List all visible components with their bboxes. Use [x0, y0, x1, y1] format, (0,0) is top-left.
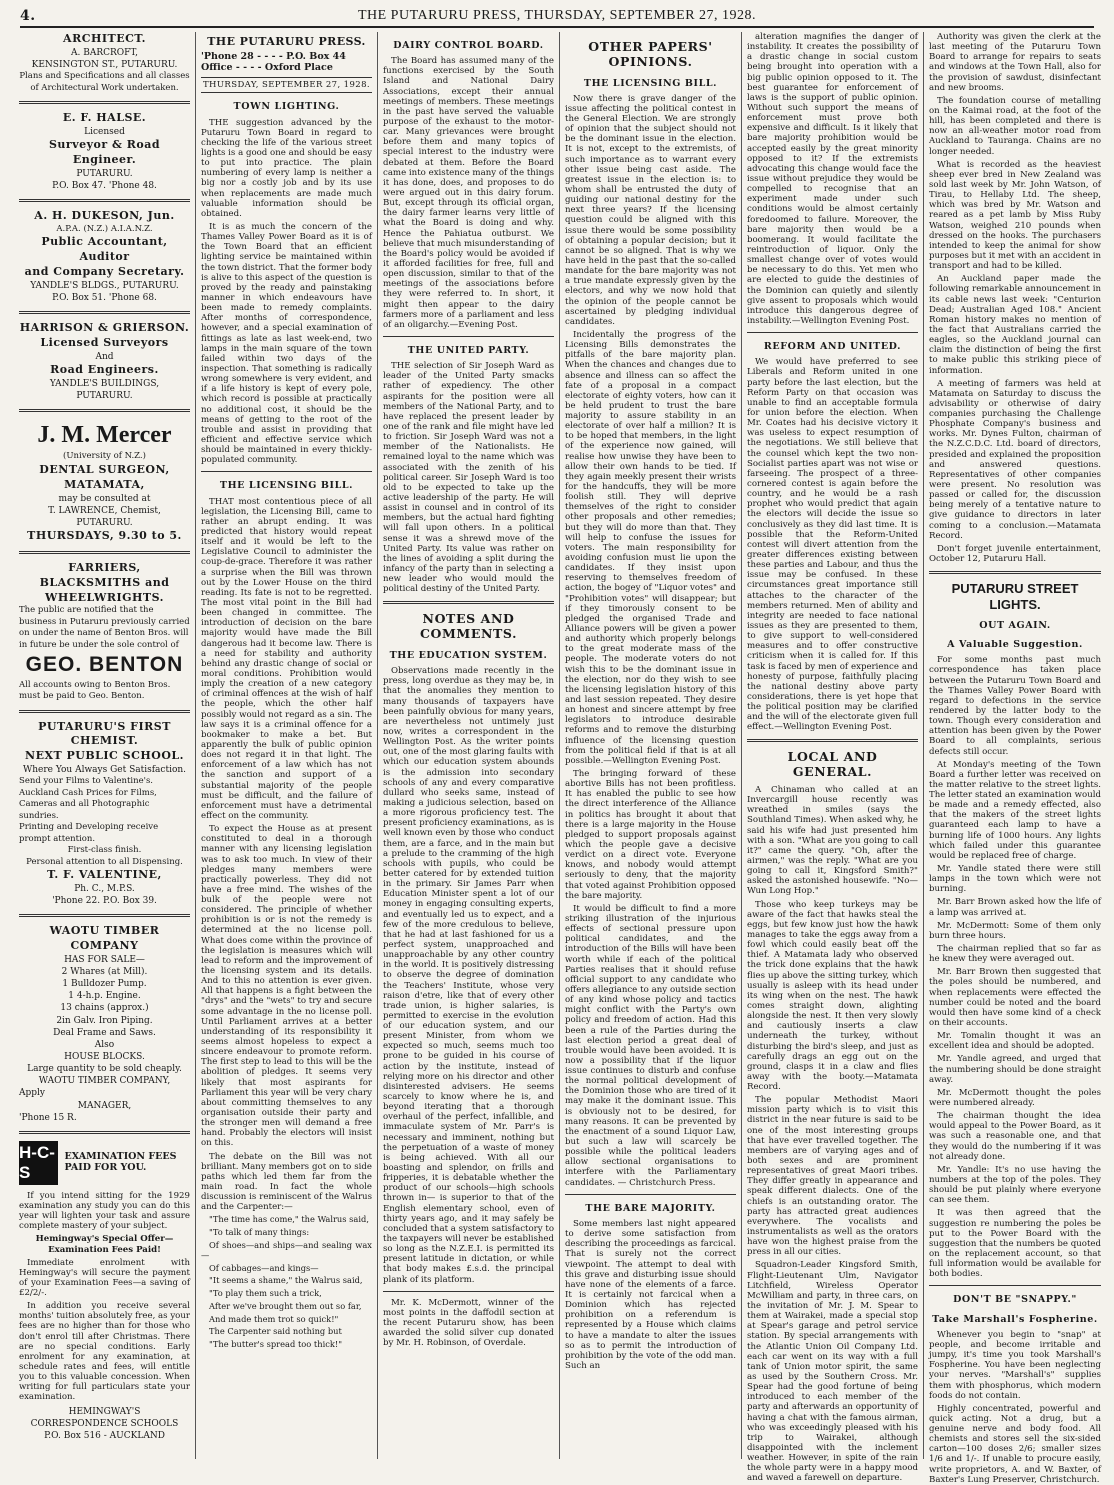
ad-line: MATAMATA, — [64, 477, 145, 491]
ad-line: P.O. Box 51. 'Phone 68. — [52, 293, 157, 303]
ad-line: And — [95, 351, 114, 362]
article-heading: THE BARE MAJORITY. — [585, 1202, 716, 1214]
ad-hcs-header — [19, 1141, 190, 1185]
ad-architect — [19, 32, 190, 94]
ad-line: Where You Always Get Satisfaction. — [22, 765, 187, 776]
ad-line: PUTARURU. — [76, 168, 133, 179]
paragraph: A Chinaman who called at an Invercargill house recently was wreathed in smiles (says the Southland Times). When asked why, he said his wife had just presented him with a son. "What are you going to call it?" came the query. "Oh, after the airmen," was the reply. "What are you going to call it, Kingsford Smith?" asked the astonished housewife. "No—Wun Long Hop." — [747, 784, 918, 897]
article-heading: DAIRY CONTROL BOARD. — [393, 40, 544, 51]
ad-line: (University of N.Z.) — [63, 451, 146, 462]
ad-line: HEMINGWAY'S — [68, 1406, 141, 1417]
article-heading: THE EDUCATION SYSTEM. — [389, 649, 548, 661]
ad-line: DENTAL SURGEON, — [39, 462, 170, 476]
column-ads — [14, 32, 196, 1459]
paragraph: Those who keep turkeys may be aware of the fact that hawks steal the eggs, but few know just how the hawk manages to take the eggs away from a fowl which could easily beat off the thief. A Matamata lady who observed the trick done explains that the hawk flies up above the sitting turkey, which usually is asleep with its head under its wing when on the nest. The hawk comes straight down, alighting alongside the nest. It then very slowly and cautiously inserts a claw underneath the turkey, without disturbing the bird's sleep, and just as carefully drags an egg out on the ground, clasps it in a claw and flies away with the booty.—Matamata Record. — [747, 899, 918, 1093]
masthead-title: THE PUTARURU PRESS, THURSDAY, SEPTEMBER 27, 1928. — [357, 8, 757, 23]
paragraph: It is as much the concern of the Thames Valley Power Board as it is of the Town Board that an efficient lighting service be maintained within the town district. That the former body is alive to this aspect of the question is proved by the ready and painstaking manner in which endeavours have been made to remedy complaints. After months of correspondence, however, and a special examination of fittings as late as last week-end, two lamps in the main square of the town failed within two days of the inspection. That something is radically wrong somewhere is very evident, and if a life history is kept of every pole, which record is possible at practically no additional cost, it should be the means of getting to the root of the trouble and assist in providing that efficient and effective service which should be maintained in every thickly-populated community. — [201, 222, 372, 466]
list-item: Deal Frame and Saws. — [53, 1027, 156, 1038]
press-office: Office - - - - Oxford Place — [201, 62, 333, 74]
article-subheading: Take Marshall's Fospherine. — [932, 1313, 1098, 1325]
paragraph: The Board has assumed many of the functions exercised by the South Island and National Dairy Associations, except their annual meetings of members. These meetings in the past have served the valuable purpose of the exhaust to the motor-car. Many grievances were brought before them and many topics of special interest to the industry were debated at them. Before the Board came into existence many of the things it has done, does, and proposes to do were argued out in this dairy forum. But, except through its official organ, the dairy farmer learns very little of what the Board is doing and why. Hence the Pahiatua outburst. We believe that much misunderstanding of the Board's policy would be avoided if it afforded facilities for free, full and open discussion, similar to that of the meetings of the associations before they were referred to. In short, it might then appear to the dairy farmers more of a parliament and less of an oligarchy.—Evening Post. — [383, 56, 554, 330]
ad-line: The public are notified that the business in Putaruru previously carried on under the name of Benton Bros. will in future be under the sole control of — [19, 605, 190, 650]
column-editorial — [196, 32, 378, 1459]
paragraph: In addition you receive several months' tuition absolutely free, as your fees are no higher than for those who don't enrol till after Christmas. There are no special conditions. Early enrolment for any examination, at schedule rates and fees, will entitle you to this valuable concession. When writing for full particulars state your examination. — [19, 1301, 190, 1403]
article-heading: THE UNITED PARTY. — [407, 345, 530, 356]
paragraph: Mr. McDermott thought the poles were numbered already. — [929, 1087, 1101, 1108]
list-item: 2 Whares (at Mill). — [61, 966, 148, 977]
ad-title: T. F. VALENTINE, — [47, 868, 162, 882]
ad-line: Plans and Specifications and all classes of Architectural Work undertaken. — [19, 71, 190, 93]
paragraph: The chairman thought the idea would appeal to the Power Board, as it was such a reasonable one, and that they would do the numbering if it was not already done. — [929, 1111, 1101, 1162]
ad-dukeson — [19, 209, 190, 304]
ad-farriers — [19, 561, 190, 703]
ad-line: Public Accountant, Auditor — [41, 235, 168, 264]
section-heading: OTHER PAPERS' OPINIONS. — [588, 39, 713, 69]
verse-line: "It seems a shame," the Walrus said, — [209, 1275, 363, 1286]
paragraph: What is recorded as the heaviest sheep ever bred in New Zealand was sold last week by Mr. John Watson, of Tirau, to Hellaby Ltd. The sheep, which was bred by Mr. Watson and reared as a pet lamb by Miss Ruby Watson, weighed 210 pounds when dressed on the hooks. The purchasers intended to keep the animal for show purposes but it met with an accident in transport and had to be killed. — [929, 159, 1101, 272]
ad-line: Also — [94, 1039, 115, 1050]
ad-harrison — [19, 321, 190, 402]
paragraph: Mr. Yandle agreed, and urged that the numbering should be done straight away. — [929, 1054, 1101, 1085]
paragraph: Mr. Yandle: It's no use having the numbers at the top of the poles. They should be put plainly where everyone can see them. — [929, 1164, 1101, 1206]
ad-line: Large quantity to be sold cheaply. — [27, 1064, 182, 1075]
ad-line: and Company Secretary. — [24, 265, 185, 279]
paragraph: Now there is grave danger of the issue affecting the political contest in the General Election. We are strongly of opinion that the subject should not be the dominant issue in the election. It is not, except to the extremists, of such importance as to warrant every other issue being cast aside. The greatest issue in the election is: to whom shall be entrusted the duty of guiding our national destiny for the next three years? If the licensing question could be aligned with this issue there would be some possibility of obtaining a popular decision; but it cannot be so aligned. That is why we have held in the past that the so-called mandate for the bare majority was not a true mandate expressly given by the electors, and why we now hold that the opinion of the people cannot be ascertained by pledging individual candidates. — [565, 93, 736, 327]
paragraph: Mr. Yandle stated there were still lamps in the town which were not burning. — [929, 864, 1101, 895]
paragraph: Some members last night appeared to derive some satisfaction from describing the proceedings as farcical. That is surely not the correct viewpoint. The attempt to deal with this grave and disturbing issue should have none of the elements of a farce. It is certainly not farcical when a Dominion which has rejected prohibition on a referendum is represented by a House which claims to have a mandate to alter the issues so as to permit the introduction of prohibition by the vote of the odd man. Such an — [565, 1218, 736, 1371]
ad-line: 'Phone 15 R. — [19, 1112, 77, 1123]
list-item: 1 4-h.p. Engine. — [68, 991, 141, 1002]
ad-title: E. F. HALSE. — [62, 111, 147, 125]
ad-line: Licensed Surveyors — [40, 335, 169, 349]
ad-line: First-class finish. — [67, 845, 142, 856]
ad-line: A. BARCROFT, — [71, 47, 138, 58]
ad-line: PUTARURU. — [76, 390, 133, 401]
verse-line: The Carpenter said nothing but — [209, 1326, 342, 1337]
ad-line: T. LAWRENCE, Chemist, — [48, 505, 161, 516]
paragraph: The chairman replied that so far as he knew they were averaged out. — [929, 944, 1101, 965]
paragraph: Highly concentrated, powerful and quick acting. Not a drug, but a genuine nerve and body food. All chemists and stores sell the six-sided carton—100 doses 2/6; smaller sizes 1/6 and 1/-. If unable to procure easily, write proprietors, A. and W. Baxter, of Baxter's Lung Preserver, Christchurch. — [929, 1403, 1101, 1485]
ad-line: Send your Films to Valentine's. Auckland Cash Prices for Films, Cameras and all Photographic sundries. — [19, 776, 157, 821]
article-heading: PUTARURU STREET LIGHTS. — [951, 581, 1079, 612]
ad-line: Personal attention to all Dispensing. — [26, 856, 183, 867]
paragraph: Mr. McDermott: Some of them only burn three hours. — [929, 920, 1101, 941]
paragraph: Observations made recently in the press, long overdue as they may be, in that the anomalies they mention to many thousands of taxpayers have been painfully obvious for many years, are nevertheless not untimely just now, writes a correspondent in the Wellington Post. As the writer points out, one of the most glaring faults with which our education system abounds is the admission into secondary schools of any and every comparative dullard who seeks same, instead of making a judicious selection, based on a more rigorous proficiency test. The present proficiency examinations, as is well known even by those who conduct them, are a farce, and in the main but a prelude to the cramming of the high schools with pupils, who could be better catered for by extended tuition in the primary. Sir James Parr when Education Minister spent a lot of our money in engaging consulting experts, and eventually led us to expect, and a few of the more credulous to believe, that he had at last fashioned for us a perfect system, unapproached and unapproachable by any other country in the world. It is positively distressing to observe the degree of domination the Teachers' Institute, whose very raison d'etre, like that of every other trade union, is higher salaries, is permitted to exercise in the evolution of our education system, and our present Minister, from whom we expected so much, seems much too prone to be guided in his course of action by the institute, instead of relying more on his director and other disinterested advisers. He seems scarcely to know where he is, and beyond iterating that a thorough overhaul of the perfect, infallible, and immaculate system of Mr. Parr's is necessary and imminent, nothing but the perpetuation of a waste of money is being achieved. With all our boasting and splendor, on frills and fripperies, it is debatable whether the product of our schools—high schools thrown in— is superior to that of the English elementary school, even of thirty years ago, and it may safely be concluded that a system satisfactory to the taxpayers will never be established so long as the N.Z.E.I. is permitted its present latitude in dictation, or while that body makes £.s.d. the principal plank of its platform. — [383, 666, 554, 1285]
ad-line: Surveyor & Road Engineer. — [48, 138, 161, 166]
verse-line: "To play them such a trick, — [209, 1288, 322, 1299]
list-item: 13 chains (approx.) — [60, 1003, 149, 1014]
ad-line: Ph. C., M.P.S. — [74, 883, 135, 894]
verse-line: After we've brought them out so far, — [209, 1300, 362, 1311]
paragraph: The debate on the Bill was not brilliant. Many members got on to side paths which led them far from the main road. In fact the whole discussion is reminiscent of the Walrus and the Carpenter:— — [201, 1151, 372, 1213]
ad-hcs-footer — [19, 1406, 190, 1442]
verse-line: "The time has come," the Walrus said, — [209, 1214, 369, 1225]
paragraph: An Auckland paper made the following remarkable announcement in its cable news last week: "Centurion Dead; Australian Aged 108." Ancient Roman history makes no mention of the fact that Australians carried the eagles, so the Auckland journal can claim the distinction of being the first to make public this striking piece of information. — [929, 274, 1101, 376]
ad-line: YANDLE'S BLDGS., PUTARURU. — [30, 280, 179, 291]
article-heading: THE LICENSING BILL. — [583, 77, 718, 89]
ad-line: All accounts owing to Benton Bros. must be paid to Geo. Benton. — [19, 679, 171, 702]
article-heading: REFORM AND UNITED. — [763, 341, 902, 353]
ad-line: NEXT PUBLIC SCHOOL. — [25, 749, 184, 763]
verse-line: "To talk of many things: — [209, 1227, 310, 1238]
ad-line: Apply — [19, 1088, 45, 1099]
paragraph: THE selection of Sir Joseph Ward as leader of the United Party smacks rather of expediency. The other aspirants for the position were all members of the National Party, and to have replaced the present leader by one of the rank and file might have led to friction. Sir Joseph Ward was not a member of the Nationalists. He remained loyal to the name which was associated with the zenith of his political career. Sir Joseph Ward is too old to be expected to take up the active leadership of the party. He will assist in counsel and in control of its members, but the actual hard fighting will fall upon others. In a political sense it was a shrewd move of the United Party. Its value was rather on the lines of avoiding a split during the infancy of the party than in selecting a new leader who would mould the political destiny of the United Party. — [383, 361, 554, 595]
paragraph: Hemingway's Special Offer— Examination Fees Paid! — [35, 1234, 174, 1255]
ad-line: THURSDAYS, 9.30 to 5. — [27, 529, 182, 543]
ad-title: HARRISON & GRIERSON. — [19, 321, 190, 335]
page-number: 4. — [20, 8, 36, 24]
verse-line: "The butter's spread too thick!" — [209, 1339, 343, 1350]
paragraph: A meeting of farmers was held at Matamata on Saturday to discuss the advisability or otherwise of dairy companies purchasing the Challenge Phosphate Company's business and works. Mr. Dynes Fulton, chairman of the N.Z.C.D.C. Ltd. board of directors, presided and explained the proposition and answered questions. Representatives of other companies were present. No resolution was passed or called for, the discussion being merely of a tentative nature to give guidance to directors in later coming to a conclusion.—Matamata Record. — [929, 378, 1101, 541]
paragraph: Mr. Barr Brown asked how the life of a lamp was arrived at. — [929, 897, 1101, 918]
ad-line: PUTARURU. — [76, 517, 133, 528]
ad-line: YANDLE'S BUILDINGS, — [49, 378, 160, 389]
verse-line: And made them trot so quick!" — [209, 1313, 339, 1324]
paragraph: Don't forget juvenile entertainment, October 12, Putaruru Hall. — [929, 543, 1101, 565]
ad-waotu — [19, 924, 190, 1124]
paragraph: If you intend sitting for the 1929 examination any study you can do this year will lighten your task and assure complete mastery of your subject. — [19, 1190, 190, 1232]
paragraph: alteration magnifies the danger of instability. It creates the possibility of a drastic change in social custom being brought into operation with a big public opinion opposed to it. The best guarantee for enforcement of laws is the support of public opinion. Without such support the means of enforcement must prove both expensive and difficult. Is it likely that bare majority prohibition would be accepted easily by the great minority opposed to it? If the extremists advocating this change would face the issue without prejudice they would be compelled to recognise that an experiment made under such conditions would be almost certainly foredoomed to failure. Moreover, the bare majority then would be a boomerang. It would facilitate the reintroduction of liquor. Only the smallest change over of votes would be necessary to do this. Yet men who are elected to guide the destinies of the Dominion can quietly and silently give assent to proposals which would introduce this dangerous degree of instability.—Wellington Evening Post. — [747, 32, 918, 326]
hcs-logo: H-C-S — [19, 1141, 58, 1185]
ad-title: J. M. Mercer — [37, 422, 172, 449]
ad-line: P.O. Box 47. 'Phone 48. — [52, 180, 157, 191]
column-5 — [742, 32, 924, 1484]
paragraph: The foundation course of metalling on the Kaimai road, at the foot of the hill, has been completed and there is now an all-weather motor road from Auckland to Tauranga. Chains are no longer needed. — [929, 95, 1101, 157]
masthead — [20, 6, 1094, 28]
ad-title: PUTARURU'S FIRST CHEMIST. — [38, 719, 171, 748]
ad-line: A.P.A. (N.Z.) A.I.A.N.Z. — [56, 223, 153, 234]
column-6 — [924, 32, 1106, 1485]
article-subheading: A Valuable Suggestion. — [947, 639, 1083, 651]
ad-line: KENSINGTON ST., PUTARURU. — [31, 59, 178, 70]
hcs-tagline: EXAMINATION FEES PAID FOR YOU. — [64, 1150, 177, 1173]
ad-title: A. H. DUKESON, Jun. — [34, 209, 175, 223]
ad-line: Licensed — [84, 126, 125, 137]
paragraph: We would have preferred to see Liberals and Reform united in one party before the last election, but the Reform Party on that occasion was unable to find an acceptable formula for union before the election. When Mr. Coates had his decisive victory it was useless to expect resumption of the negotiations. We still believe that the counsel which kept the two non-Socialist parties apart was not wise or farseeing. The prospect of a three-cornered contest is again before the country, and he would be a rash prophet who would predict that again the electors will decide the issue so conclusively as they did last time. It is possible that the Reform-United contest will divert attention from the greater differences existing between these parties and Labour, and thus the issue may be confused. In these circumstances great importance still attaches to the character of the members returned. Men of ability and integrity are needed to face national issues as they are presented to them, to give support to well-considered measures and to offer constructive criticism when it is called for. If this task is faced by men of experience and honesty of purpose, faithfully placing the national destiny above party considerations, there is yet hope that the political position may be clarified and the will of the electorate given full effect.—Wellington Evening Post. — [747, 357, 918, 733]
ad-line: P.O. Box 516 - AUCKLAND — [44, 1430, 165, 1441]
ad-line: CORRESPONDENCE SCHOOLS — [30, 1418, 179, 1429]
article-heading: DON'T BE "SNAPPY." — [953, 1294, 1077, 1306]
article-heading: TOWN LIGHTING. — [233, 101, 340, 113]
paragraph: The popular Methodist Maori mission party which is to visit this district in the near future is said to be one of the most interesting groups that have ever travelled together. The members are of varying ages and of both sexes and are prominent representatives of great Maori tribes. They differ greatly in appearance and speak different dialects. One of the chiefs is an outstanding orator. The party has attracted great audiences everywhere. The vocalists and instrumentalists as well as the orators have won the highest praise from the press in all our cities. — [747, 1095, 918, 1258]
list-item: 2in Galv. Iron Piping. — [56, 1015, 153, 1026]
paragraph: To expect the House as at present constituted to deal in a thorough manner with any licensing legislation was to ask too much. In view of their pledges many members were practically powerless. They did not have a free mind. The wishes of the bulk of the people were not considered. The principle of whether prohibition is or is not the remedy is determined at the no license poll. What does come within the province of the legislation is measures which will lead to reform and the improvement of the licensing system and its details. And to this no attention is ever given. All that happens is a fight between the "drys" and the "wets" to try and secure some advantage in the no license poll. Until Parliament arrives at a better understanding of its responsibility it seems almost hopeless to expect a sincere endeavour to promote reform. The first step to lead to this will be the abolition of pledges. It seems very likely that most aspirants for Parliament this year will be very chary about committing themselves to any organisation outside their party and the stronger men will demand a free hand. Probably the electors will insist on this. — [201, 824, 372, 1149]
paragraph: Authority was given the clerk at the last meeting of the Putaruru Town Board to arrange for repairs to seats and windows at the Town Hall, also for the provision of sawdust, disinfectant and new brooms. — [929, 32, 1101, 93]
paragraph: THAT most contentious piece of all legislation, the Licensing Bill, came to rather an abrupt ending. It was predicted that history would repeat itself and it would be left to the Legislative Council to administer the coup-de-grace. Therefore it was rather a surprise when the Bill was thrown out by the Lower House on the third reading. Its fate is not to be regretted. The most vital point in the Bill had been changed in committee. The introduction of decision on the bare majority would have made the Bill dangerous had it become law. There is a need for stability and authority behind any drastic change of social or moral conditions. Prohibition would imply the creation of a new category of criminal offences at the wish of half the people, which the other half possibly would not regard as a sin. The law says it is a criminal offence for a bookmaker to make a bet. But apparently the bulk of public opinion does not regard it in that light. The enforcement of a law which has not the sanction and support of a substantial majority of the people must be difficult, and the failure of enforcement must have a detrimental effect on the community. — [201, 496, 372, 821]
ad-chemist — [19, 720, 190, 908]
ad-mercer — [19, 419, 190, 544]
paragraph: Immediate enrolment with Hemingway's will secure the payment of your Examination Fees—a saving of £2/2/-. — [19, 1257, 190, 1299]
press-phone: 'Phone 28 - - - - P.O. Box 44 — [201, 50, 346, 62]
ad-line: MANAGER, — [77, 1100, 132, 1111]
list-item: 1 Bulldozer Pump. — [62, 979, 147, 990]
paragraph: It was then agreed that the suggestion re numbering the poles be put to the Power Board with the suggestion that the numbers be quoted on the replacement account, so that full information would be available for both bodies. — [929, 1208, 1101, 1280]
ad-line: HOUSE BLOCKS. — [64, 1051, 145, 1062]
paragraph: For some months past much correspondence has taken place between the Putaruru Town Board and the Thames Valley Power Board with regard to defections in the service rendered by the latter body to the town. Though every consideration and attention has been given by the Power Board to all complaints, serious defects still occur. — [929, 655, 1101, 757]
paragraph: Mr. Tomalin thought it was an excellent idea and should be adopted. — [929, 1031, 1101, 1052]
column-3 — [378, 32, 560, 1459]
ad-line: WAOTU TIMBER COMPANY, — [38, 1076, 171, 1087]
dateline: THURSDAY, SEPTEMBER 27, 1928. — [201, 77, 372, 93]
paragraph: Squadron-Leader Kingsford Smith, Flight-Lieutenant Ulm, Navigator Litchfield, Wireless Operator McWilliam and party, in three cars, on the invitation of Mr. J. M. Spear to them at Wairakei, made a special stop at Spear's garage and petrol service station. By special arrangements with the Atlantic Union Oil Company Ltd. each car went on its way with a full tank of Union motor spirit, the same as used by the Southern Cross. Mr. Spear had the good fortune of being introduced to each member of the party and afterwards an opportunity of having a chat with the famous airman, who was exceedingly pleased with his trip to Wairakei, although disappointed with the inclement weather. However, in spite of the rain the whole party were in a happy mood and waved a farewell on departure. — [747, 1260, 918, 1484]
ad-line: HAS FOR SALE— — [64, 954, 145, 965]
paragraph: Mr. K. McDermott, winner of the most points in the daffodil section at the recent Putaruru show, has been awarded the solid silver cup donated by Mr. H. Robinson, of Overdale. — [383, 1297, 554, 1349]
ad-title: GEO. BENTON — [25, 653, 184, 677]
ad-line: Road Engineers. — [50, 362, 159, 376]
paragraph: Incidentally the progress of the Licensing Bills demonstrates the pitfalls of the bare majority plan. When the chances and changes due to absence and illness can so affect the fate of a proposal in a compact electorate of eighty voters, how can it be held prudent to trust the bare majority to assure stability in an electorate of over half a million? It is to be hoped that members, in the light of the experience now gained, will realise how unwise they have been to allow their own hands to be tied. If they again meekly present their wrists for the handcuffs, they will be more foolish still. They will deprive themselves of the right to consider other proposals and other remedies; but they will do more than that. They will help to confuse the issues for voters. The main responsibility for avoiding confusion must lie upon the candidates. If they insist upon reserving to themselves freedom of action, the bogey of "Liquor votes" and "Prohibition votes" will disappear; but if they timorously consent to be pledged the organised Trade and Alliance powers will be given a power and authority which properly belongs to the great moderate mass of the people. The moderate voters do not wish this to be the dominant issue in the election, nor do they wish to see the licensing legislation history of this and last session repeated. They desire an honest and sincere attempt by free legislators to introduce desirable reforms and to remove the disturbing influence of the licensing question from the political field if that is at all possible.—Wellington Evening Post. — [565, 329, 736, 766]
ad-line: may be consulted at — [58, 493, 151, 504]
paragraph: Whenever you begin to "snap" at people, and become irritable and jumpy, it's time you took Marshall's Fospherine. You have been neglecting your nerves. "Marshall's" supplies them with phosphorus, which modern foods do not contain. — [929, 1329, 1101, 1401]
press-title: THE PUTARURU PRESS. — [207, 35, 366, 48]
paragraph: Mr. Barr Brown then suggested that the poles should be numbered, and when replacements were effected the number could be noted and the board would then have some kind of a check on their accounts. — [929, 967, 1101, 1029]
section-heading: LOCAL AND GENERAL. — [787, 749, 878, 780]
paragraph: THE suggestion advanced by the Putaruru Town Board in regard to checking the life of the various street lights is a good one and should be easy to put into practice. The plain numbering of every lamp is neither a big nor a costly job and by its use when replacements are made much valuable information should be obtained. — [201, 117, 372, 219]
columns — [14, 32, 1106, 1485]
ad-line: Printing and Developing receive prompt attention. — [19, 822, 159, 844]
ad-title: FARRIERS, BLACKSMITHS and WHEELWRIGHTS. — [39, 560, 170, 604]
ad-line: 'Phone 22. P.O. Box 39. — [52, 896, 157, 906]
paragraph: It would be difficult to find a more striking illustration of the injurious effects of sectional pressure upon political candidates, and the introduction of the Bills will have been worth while if each of the political Parties realises that it should refuse official support to any candidate who offers allegiance to any outside section of any kind whose policy and tactics might conflict with the Party's own policy and freedom of action. Had this been a rule of the Parties during the last election period a great deal of trouble would have been avoided. It is now a possibility that if the liquor issue continues to disturb and confuse the normal political development of the Dominion those who are tired of it may make it the dominant issue. This is obviously not to be desired, for many reasons. It can be prevented by the enactment of a sound Liquor Law, but such a law will scarcely be possible while the political leaders allow sectional organisations to interfere with the Parliamentary candidates. — Christchurch Press. — [565, 903, 736, 1188]
paragraph: At Monday's meeting of the Town Board a further letter was received on the matter relative to the street lights. The letter stated an examination would be made and a remedy effected, also that the makers of the street lights guaranteed each lamp to have a burning life of 1000 hours. Any lights which failed under this guarantee would be replaced free of charge. — [929, 759, 1101, 861]
article-subheading: OUT AGAIN. — [979, 619, 1051, 631]
verse-line: Of shoes—and ships—and sealing wax— — [201, 1239, 372, 1260]
paragraph: The bringing forward of these abortive Bills has not been profitless. It has enabled the public to see how the direct interference of the Alliance in politics has brought it about that there is a large majority in the House pledged to support proposals against which the people gave a decisive verdict on a direct vote. Everyone knows, and nobody would attempt seriously to deny, that the majority that voted against Prohibition opposed the bare majority. — [565, 768, 736, 901]
article-heading: THE LICENSING BILL. — [219, 480, 354, 492]
ad-title: ARCHITECT. — [63, 32, 146, 45]
ad-halse — [19, 111, 190, 192]
verse-line: Of cabbages—and kings— — [209, 1262, 319, 1273]
ad-title: WAOTU TIMBER COMPANY — [49, 924, 160, 952]
section-heading: NOTES AND COMMENTS. — [419, 611, 518, 642]
column-4 — [560, 32, 742, 1459]
